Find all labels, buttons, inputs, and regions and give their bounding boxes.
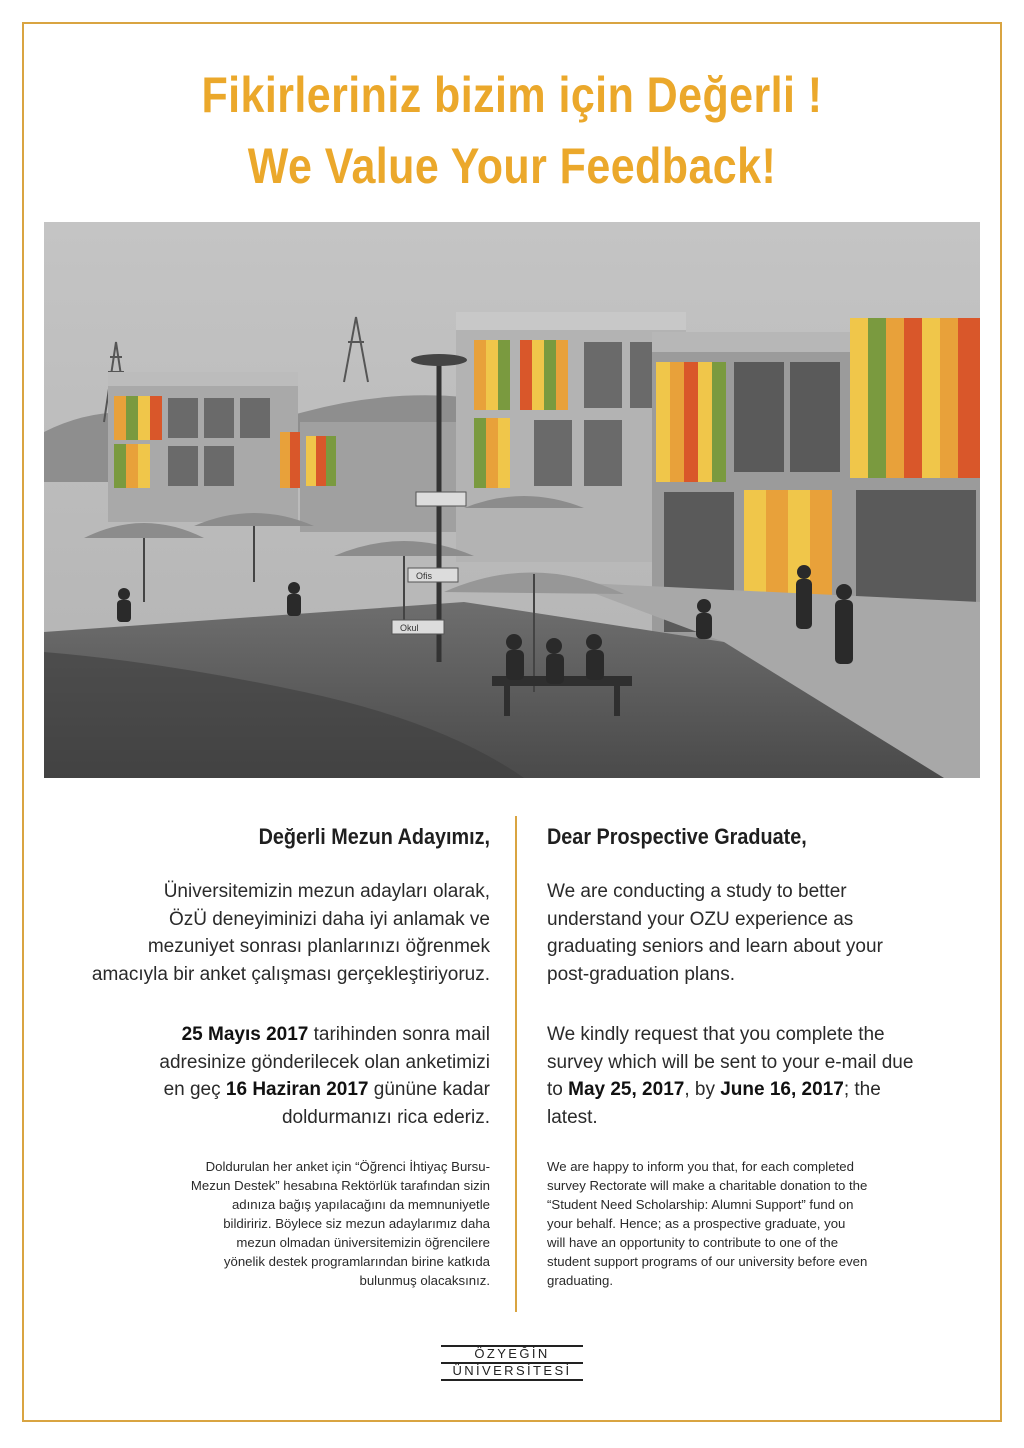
intro-english-line: We are conducting a study to better — [547, 881, 847, 902]
logo-rule — [441, 1379, 583, 1381]
headline-english: We Value Your Feedback! — [247, 138, 777, 194]
intro-turkish-line: mezuniyet sonrası planlarınızı öğrenmek — [147, 936, 490, 957]
start-date-turkish: 25 Mayıs 2017 — [181, 1024, 309, 1045]
headline-turkish: Fikirleriniz bizim için Değerli ! — [201, 67, 823, 123]
greeting-english: Dear Prospective Graduate, — [547, 824, 807, 849]
intro-english-line: understand your OZU experience as — [547, 908, 854, 930]
intro-turkish-line: amacıyla bir anket çalışması gerçekleştiriyoruz. — [91, 963, 490, 985]
intro-turkish-line: Üniversitemizin mezun adayları olarak, — [163, 881, 490, 902]
request-text: gününe kadar — [368, 1079, 490, 1100]
request-text: ; the — [843, 1079, 881, 1100]
logo-text-line1: ÖZYEĞİN — [474, 1346, 550, 1361]
note-line: graduating. — [547, 1273, 613, 1288]
request-text: to — [547, 1079, 569, 1100]
intro-turkish — [90, 878, 490, 988]
note-line: bildiririz. Böylece siz mezun adaylarımız daha — [223, 1216, 490, 1231]
university-logo — [441, 1337, 583, 1385]
intro-english-line: graduating seniors and learn about your — [547, 936, 883, 957]
intro-turkish-line: ÖzÜ deneyiminizi daha iyi anlamak ve — [168, 908, 490, 930]
column-divider — [515, 816, 517, 1312]
note-line: bulunmuş olacaksınız. — [359, 1273, 490, 1288]
intro-english-line: post-graduation plans. — [547, 963, 736, 985]
greeting-turkish: Değerli Mezun Adayımız, — [258, 824, 490, 849]
donation-note-turkish — [90, 1157, 490, 1290]
deadline-turkish: 16 Haziran 2017 — [225, 1079, 369, 1100]
note-line: will have an opportunity to contribute to one of the — [547, 1235, 839, 1250]
request-text: We kindly request that you complete the — [547, 1024, 885, 1045]
note-line: We are happy to inform you that, for each completed — [547, 1159, 854, 1174]
request-turkish — [90, 1021, 490, 1131]
note-line: adınıza bağış yapılacağını da memnuniyetle — [231, 1197, 490, 1212]
logo-text-line2: ÜNİVERSİTESİ — [452, 1363, 572, 1378]
request-text: , by — [684, 1079, 721, 1100]
request-text: survey which will be sent to your e-mail due — [547, 1051, 914, 1073]
sign-text-2: Ofis — [416, 571, 433, 581]
note-line: yönelik destek programlarından birine katkıda — [223, 1254, 490, 1269]
note-line: Doldurulan her anket için “Öğrenci İhtiyaç Bursu- — [205, 1159, 490, 1174]
request-text: tarihinden sonra mail — [308, 1024, 490, 1045]
sign-text-1: Okul — [400, 623, 419, 633]
request-text: en geç — [163, 1079, 226, 1100]
note-line: your behalf. Hence; as a prospective graduate, you — [547, 1216, 846, 1231]
donation-note-english — [547, 1157, 957, 1290]
request-text: latest. — [547, 1106, 598, 1128]
note-line: student support programs of our university before even — [547, 1254, 868, 1269]
campus-photo — [44, 222, 980, 778]
note-line: “Student Need Scholarship: Alumni Support” fund on — [547, 1197, 854, 1212]
request-text: adresinize gönderilecek olan anketimizi — [159, 1051, 490, 1073]
note-line: survey Rectorate will make a charitable donation to the — [547, 1178, 868, 1193]
note-line: Mezun Destek” hesabına Rektörlük tarafından sizin — [190, 1178, 490, 1193]
start-date-english: May 25, 2017 — [568, 1079, 685, 1100]
request-text: doldurmanızı rica ederiz. — [281, 1106, 490, 1128]
intro-english — [547, 878, 957, 988]
deadline-english: June 16, 2017 — [720, 1079, 844, 1100]
request-english — [547, 1021, 957, 1131]
note-line: mezun olmadan üniversitemizin öğrencilere — [236, 1235, 490, 1250]
